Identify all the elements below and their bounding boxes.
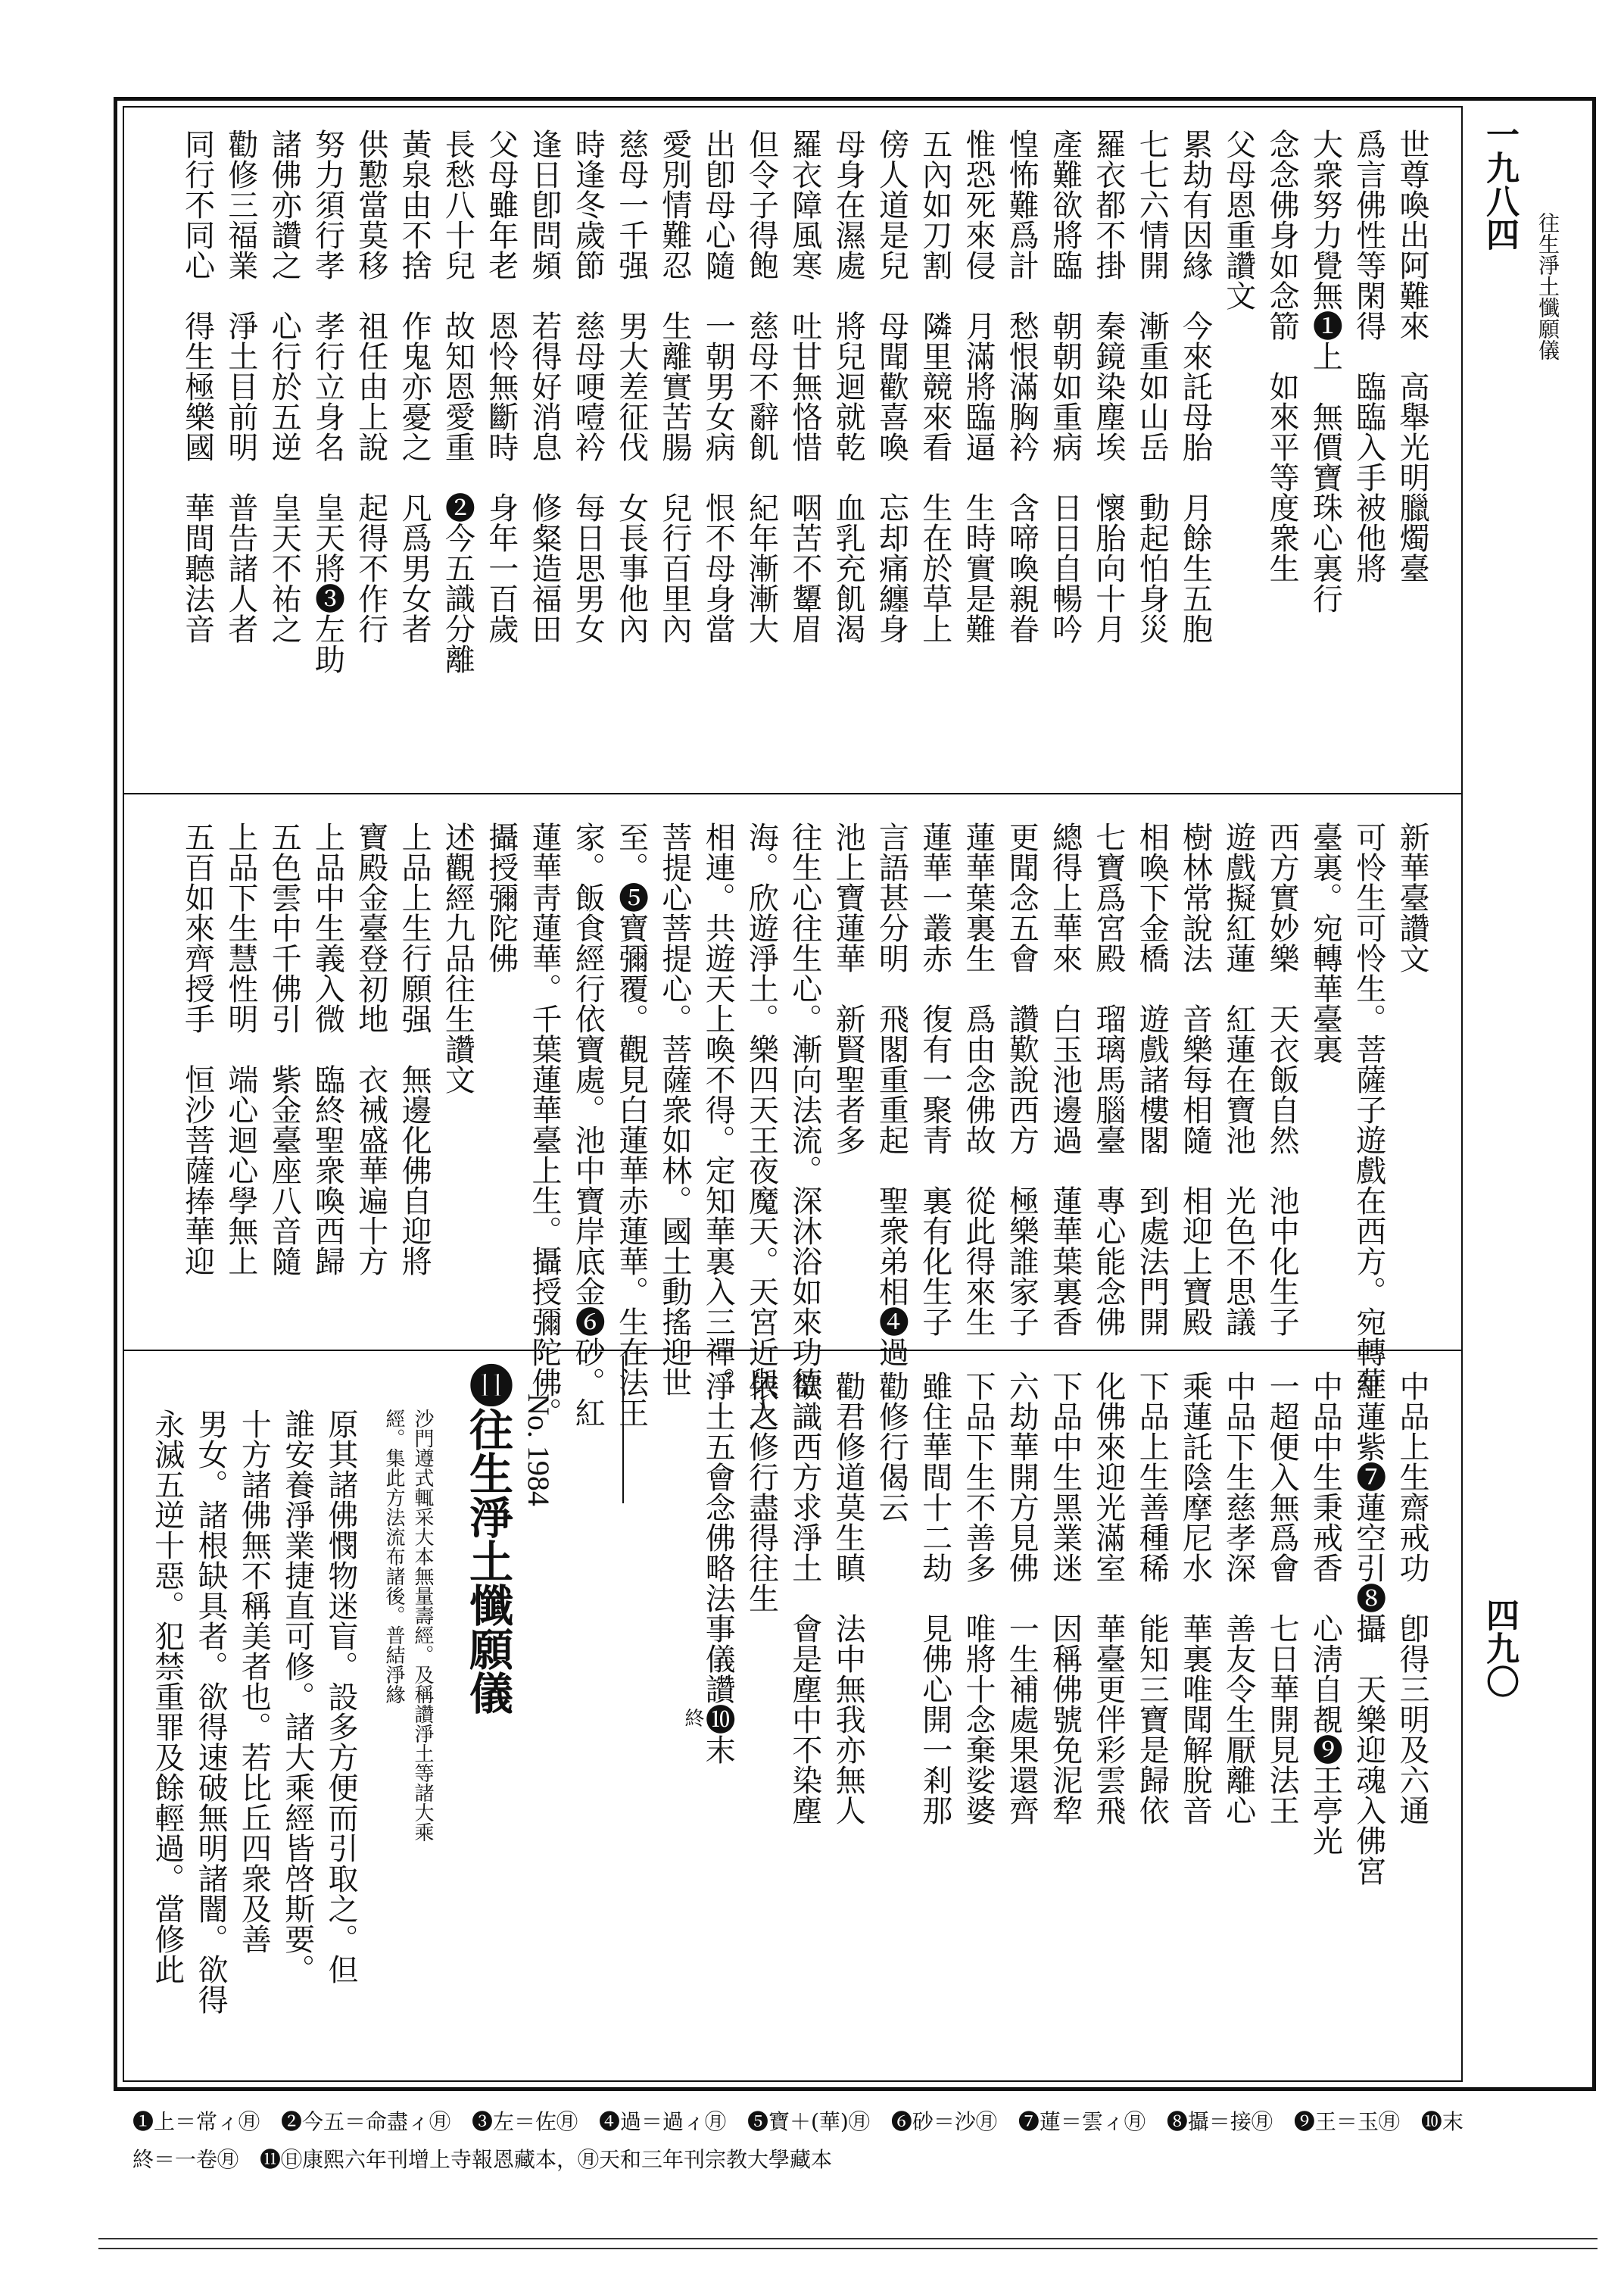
- verse-column: 產難欲將臨 朝朝如重病 日日自暢吟: [1047, 129, 1083, 644]
- verse-column: 諸佛亦讚之 心行於五逆 皇天不祐之: [267, 129, 302, 644]
- verse-column: 供懃當莫移 祖任由上說 起得不作行: [353, 129, 388, 644]
- verse-column: 父母雖年老 恩怜無斷時 身年一百歲: [483, 129, 519, 644]
- page-number-bottom: 四九〇: [1480, 1598, 1519, 1698]
- verse-column: 蓮華靑蓮華。千葉蓮華臺上生。攝授彌陀佛。: [527, 822, 562, 1428]
- prose-column: 永滅五逆十惡。犯禁重罪及餘輕過。當修此: [149, 1409, 185, 1984]
- verse-column: 蓮華一叢赤 復有一聚青 裏有化生子: [917, 822, 952, 1337]
- verse-column: 羅衣都不掛 秦鏡染塵埃 懷胎向十月: [1090, 129, 1126, 644]
- verse-column: 勸修行偈云: [874, 1371, 909, 1522]
- verse-column: 勸修三福業 淨土目前明 普告諸人者: [223, 129, 258, 644]
- verse-column: 努力須行孝 孝行立身名 皇天將❸左助: [310, 129, 345, 674]
- verse-column: 長愁八十兒 故知恩愛重 ❷今五識分離: [440, 129, 475, 674]
- footnote-line: 終＝一卷㊊ ⓫㊐康熙六年刊增上寺報恩藏本，㊊天和三年刊宗教大學藏本: [132, 2147, 833, 2172]
- verse-column: 下品上生善種稀 能知三寶是歸依: [1134, 1371, 1170, 1825]
- verse-column: 依之修行盡得往生: [743, 1371, 779, 1613]
- prose-column: 十方諸佛無不稱美者也。若比丘四衆及善: [236, 1409, 272, 1954]
- verse-column: 往生心往生心。漸向法流。深沐浴如來功德: [787, 822, 822, 1397]
- verse-column: 蓮華葉裏生 爲由念佛故 從此得來生: [961, 822, 996, 1337]
- verse-column: 七七六情開 漸重如山岳 動起怕身災: [1134, 129, 1170, 644]
- verse-column: 菩提心菩提心。菩薩衆如林。國土動搖迎世: [656, 822, 692, 1397]
- verse-column: 紅蓮紫❼蓮空引❽攝 天樂迎魂入佛宮: [1351, 1371, 1386, 1886]
- verse-column: 海。欣遊淨土。樂四天王夜魔天。天宮近與人: [743, 822, 779, 1428]
- verse-column: 遊戲擬紅蓮 紅蓮在寶池 光色不思議: [1220, 822, 1256, 1337]
- verse-column: 臺裏。宛轉華臺裏: [1308, 822, 1343, 1064]
- prose-column: 誰安養淨業捷直可修。諸大乘經皆啓斯要。: [279, 1409, 315, 1984]
- verse-column: 相喚下金橋 遊戲諸樓閣 到處法門開: [1134, 822, 1170, 1337]
- closing-mark: 終: [681, 1708, 704, 1727]
- verse-column: 傍人道是兒 母聞歡喜喚 忘却痛纏身: [874, 129, 909, 644]
- verse-column: 但令子得飽 慈母不辭飢 紀年漸漸大: [743, 129, 779, 644]
- verse-column: 下品下生不善多 唯將十念棄娑婆: [961, 1371, 996, 1825]
- verse-column: 西方實妙樂 天衣飯自然 池中化生子: [1264, 822, 1300, 1337]
- author-line: 經。集此方法流布諸後。普結淨緣: [382, 1409, 405, 1704]
- verse-column: 上品上生行願强 無邊化佛自迎將: [397, 822, 432, 1276]
- number-label: No. 1984: [522, 1393, 556, 1506]
- verse-column: 同行不同心 得生極樂國 華間聽法音: [179, 129, 215, 644]
- verse-column: 上品下生慧性明 端心迴心學無上: [223, 822, 258, 1276]
- page-number-top: 一九八四: [1480, 117, 1519, 251]
- running-title: 往生淨土懺願儀: [1535, 212, 1560, 360]
- verse-column: 愛別情難忍 生離實苦腸 兒行百里內: [656, 129, 692, 644]
- verse-column: 逢日卽問頻 若得好消息 修粲造福田: [527, 129, 562, 644]
- verse-column: 欲識西方求淨土 會是塵中不染塵: [787, 1371, 822, 1825]
- verse-column: 更聞念五會 讚歎說西方 極樂誰家子: [1004, 822, 1040, 1337]
- verse-column: 可怜生可怜生。菩薩子遊戲在西方。宛轉華: [1351, 822, 1386, 1397]
- verse-column: 爲言佛性等閑得 臨臨入手被他將: [1351, 129, 1386, 583]
- verse-column: 化佛來迎光滿室 華臺更伴彩雲飛: [1090, 1371, 1126, 1825]
- verse-column: 五百如來齊授手 恒沙菩薩捧華迎: [179, 822, 215, 1276]
- verse-column: 上品中生義入微 臨終聖衆喚西歸: [310, 822, 345, 1276]
- bottom-rule: [98, 2238, 1598, 2239]
- footnote-line: ❶上＝常ィ㊊ ❷今五＝命盡ィ㊊ ❸左＝佐㊊ ❹過＝過ィ㊊ ❺寶＋(華)㊊ ❻砂＝沙㊊ ❼蓮＝雲ィ㊊ ❽攝＝接㊊ ❾王＝玉㊊ ❿末: [132, 2109, 1463, 2134]
- verse-column: 大衆努力覺無❶上 無價寶珠心裏行: [1308, 129, 1343, 613]
- verse-column: 羅衣障風寒 吐甘無恪惜 咽苦不顰眉: [787, 129, 822, 644]
- verse-column: 念念佛身如念箭 如來平等度衆生: [1264, 129, 1300, 583]
- verse-column: 言語甚分明 飛閣重重起 聖衆弟相❹過: [874, 822, 909, 1367]
- verse-column: 時逢冬歲節 慈母哽噎衿 每日思男女: [570, 129, 606, 644]
- verse-column: 累劫有因緣 今來託母胎 月餘生五胞: [1177, 129, 1213, 644]
- verse-column: 家。飯食經行依寶處。池中寶岸底金❻砂。紅: [570, 822, 606, 1428]
- title-new: ⓫往生淨土懺願儀: [462, 1363, 513, 1715]
- verse-column: 出卽母心隨 一朝男女病 恨不母身當: [700, 129, 736, 644]
- section-divider-top: [123, 793, 1463, 794]
- verse-column: 至。❺寶彌覆。觀見白蓮華赤蓮華。生在法王: [613, 822, 649, 1428]
- author-line: 沙門遵式輒采大本無量壽經。及稱讚淨土等諸大乘: [411, 1409, 434, 1842]
- verse-column: 下品中生黑業迷 因稱佛號免泥犂: [1047, 1371, 1083, 1825]
- verse-column: 相連。共遊天上喚不得。定知華裏入三禪。: [700, 822, 736, 1397]
- verse-column: 勸君修道莫生瞋 法中無我亦無人: [831, 1371, 866, 1825]
- verse-column: 七寶爲宮殿 瑠璃馬腦臺 專心能念佛: [1090, 822, 1126, 1337]
- verse-column: 淨土五會念佛略法事儀讚❿末: [700, 1371, 736, 1765]
- bottom-rule: [98, 2248, 1598, 2249]
- verse-column: 中品中生秉戒香 心淸自覩❾王亭光: [1308, 1371, 1343, 1855]
- verse-column: 母身在濕處 將兒迴就乾 血乳充飢渴: [831, 129, 866, 644]
- verse-column: 六劫華開方見佛 一生補處果還齊: [1004, 1371, 1040, 1825]
- prose-column: 男女。諸根缺具者。欲得速破無明諸闇。欲得: [193, 1409, 229, 2015]
- verse-column: 新華臺讚文: [1395, 822, 1429, 973]
- verse-column: 樹林常說法 音樂每相隨 相迎上寶殿: [1177, 822, 1213, 1337]
- verse-column: 寶殿金臺登初地 衣祴盛華遍十方: [353, 822, 388, 1276]
- verse-column: 述觀經九品往生讚文: [440, 822, 475, 1094]
- verse-column: 池上寶蓮華 新賢聖者多: [831, 822, 866, 1155]
- verse-column: 黃泉由不捨 作鬼亦憂之 凡爲男女者: [397, 129, 432, 644]
- verse-column: 一超便入無爲會 七日華開見法王: [1264, 1371, 1300, 1825]
- verse-column: 雖住華間十二劫 見佛心開一剎那: [917, 1371, 952, 1825]
- verse-column: 父母恩重讚文: [1220, 129, 1256, 311]
- verse-column: 中品下生慈孝深 善友令生厭離心: [1220, 1371, 1256, 1825]
- verse-column: 乘蓮託陰摩尼水 華裏唯聞解脫音: [1177, 1371, 1213, 1825]
- verse-column: 五內如刀割 隣里競來看 生在於草上: [917, 129, 952, 644]
- verse-column: 慈母一千强 男大差征伐 女長事他內: [613, 129, 649, 644]
- verse-column: 惶怖難爲計 愁恨滿胸衿 含啼喚親眷: [1004, 129, 1040, 644]
- verse-column: 五色雲中千佛引 紫金臺座八音隨: [267, 822, 302, 1276]
- prose-column: 原其諸佛憫物迷盲。設多方便而引取之。但: [323, 1409, 358, 1984]
- verse-column: 世尊喚出阿難來 高舉光明臘燭臺: [1395, 129, 1429, 583]
- verse-column: 中品上生齋戒功 卽得三明及六通: [1395, 1371, 1429, 1825]
- verse-column: 總得上華來 白玉池邊過 蓮華葉裏香: [1047, 822, 1083, 1337]
- verse-column: 攝授彌陀佛: [483, 822, 519, 973]
- verse-column: 惟恐死來侵 月滿將臨逼 生時實是難: [961, 129, 996, 644]
